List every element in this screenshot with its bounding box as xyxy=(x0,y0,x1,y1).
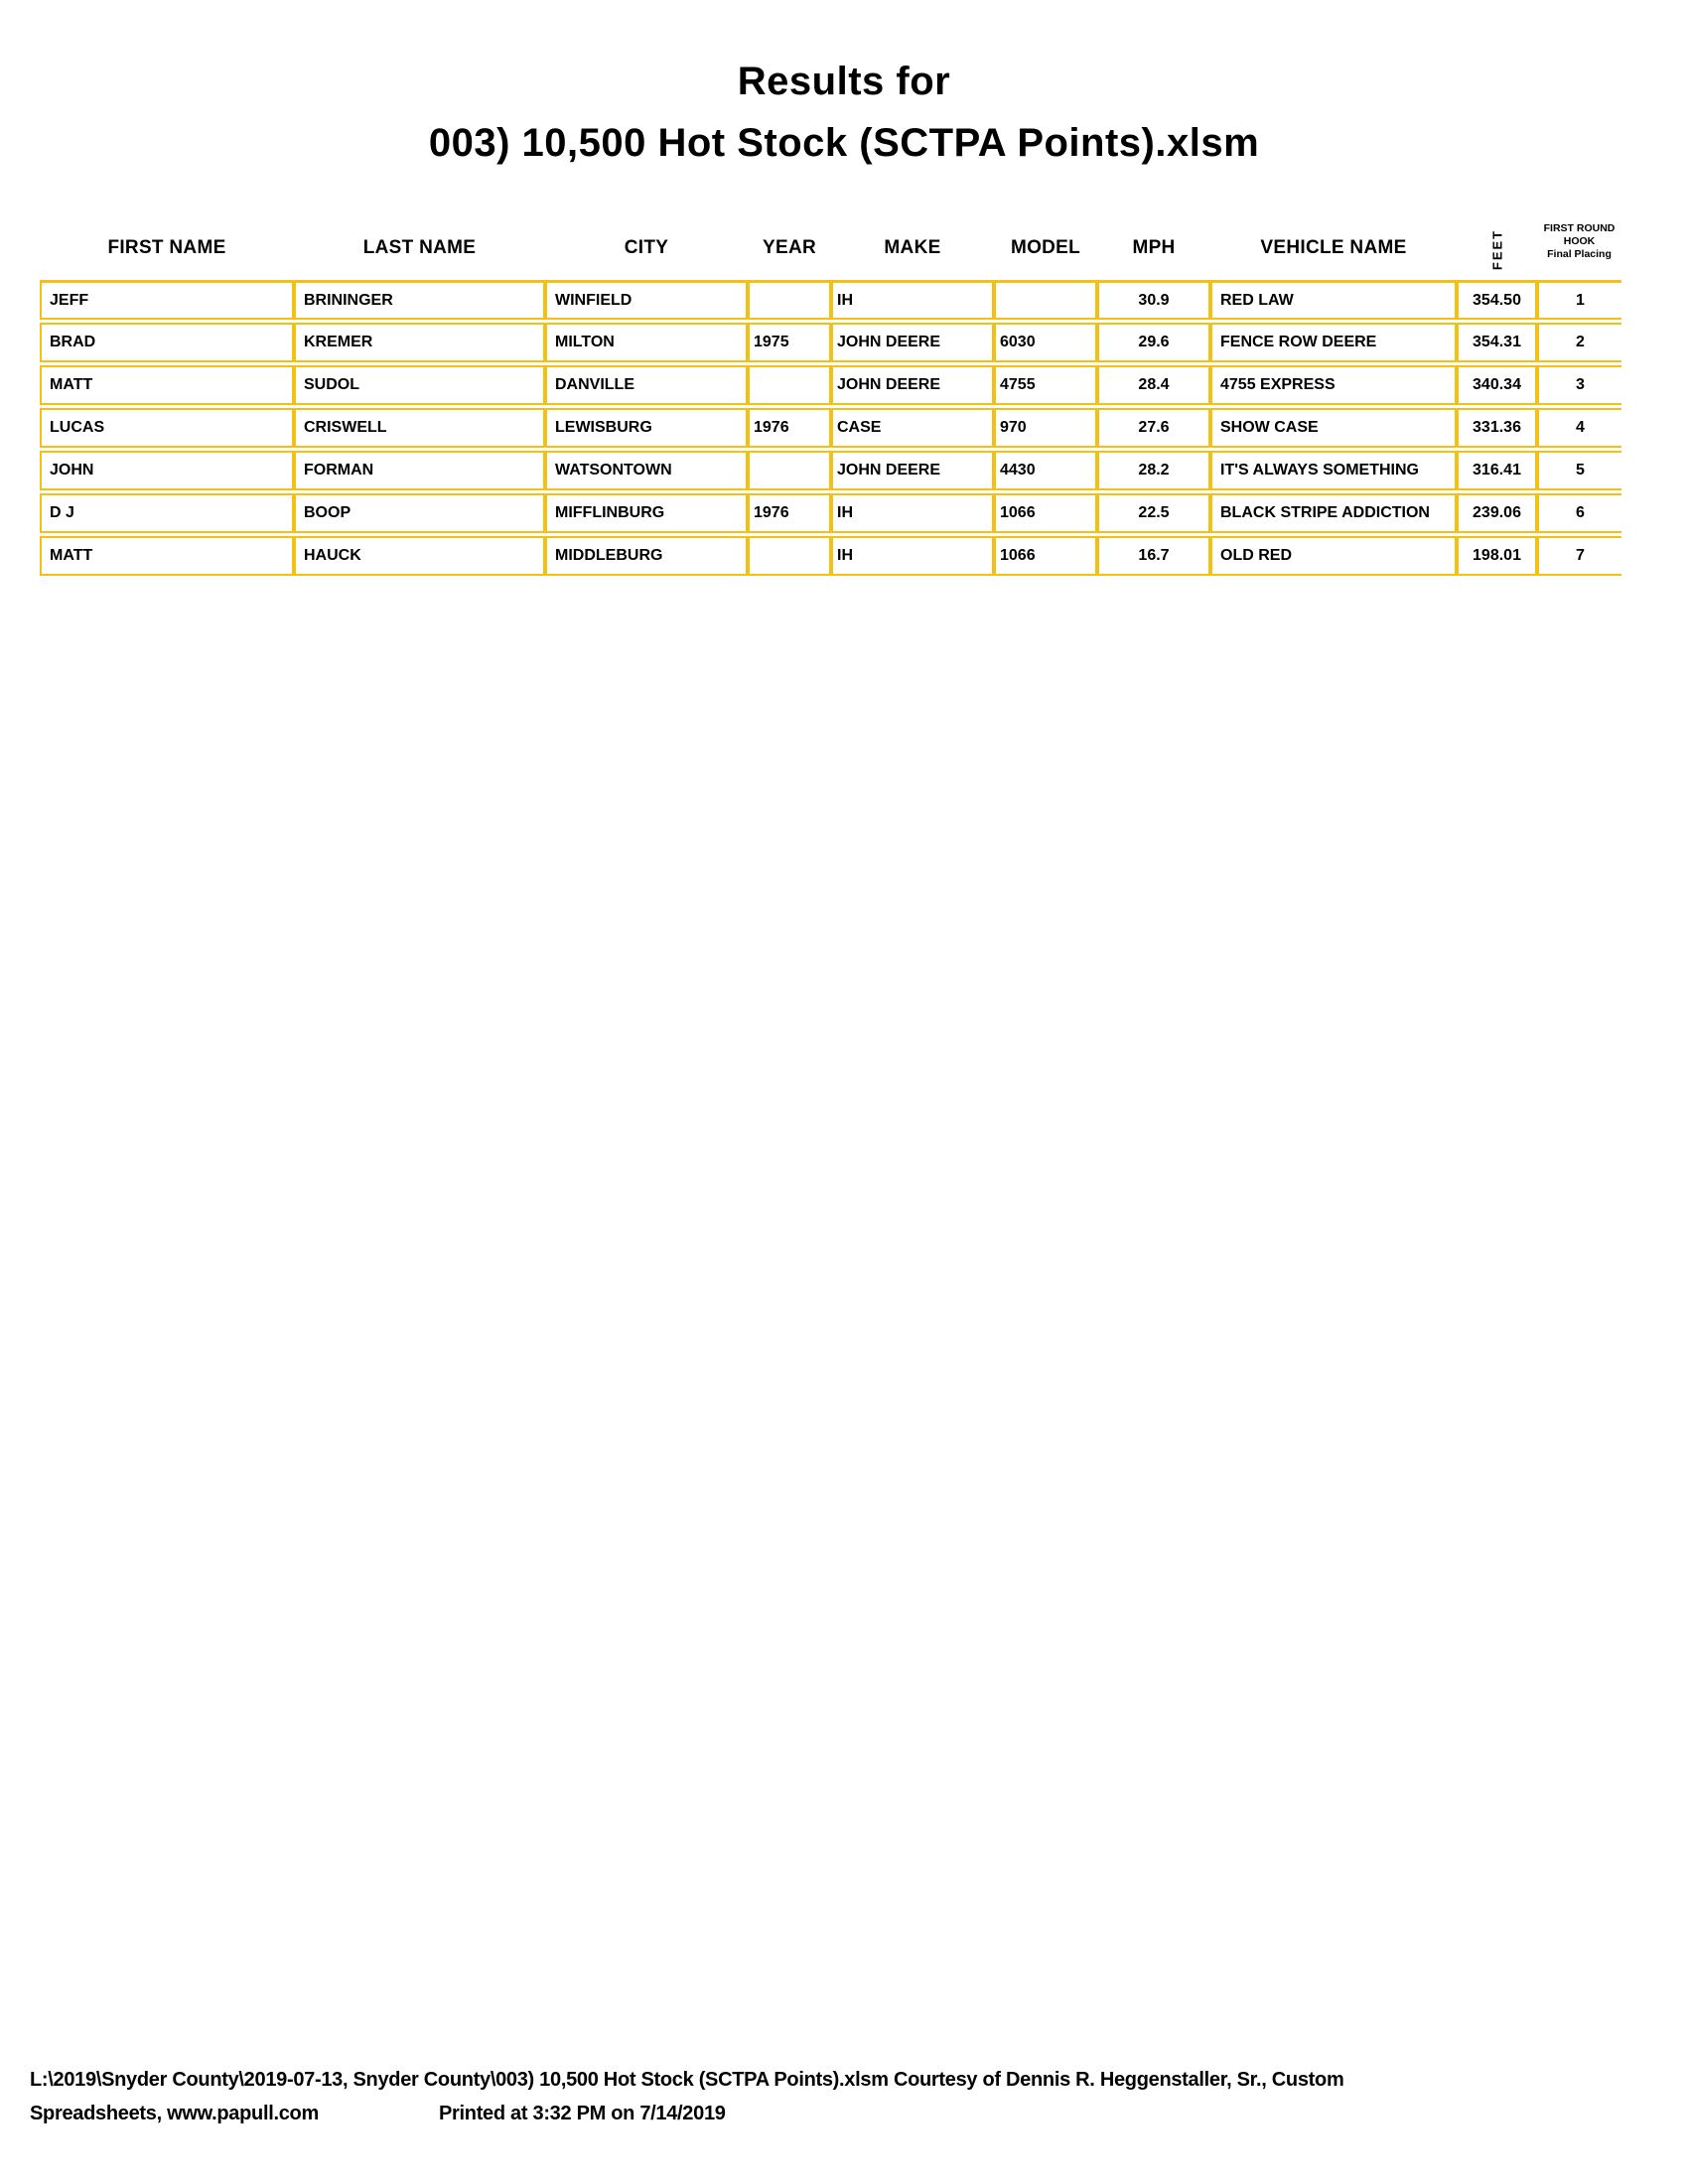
cell-vehicle-name: SHOW CASE xyxy=(1210,408,1457,448)
cell-make: JOHN DEERE xyxy=(831,323,994,362)
cell-city: MILTON xyxy=(545,323,748,362)
results-table-body xyxy=(40,280,1621,576)
cell-final-placing: 2 xyxy=(1537,323,1621,362)
table-row xyxy=(40,493,1621,533)
cell-first-name: LUCAS xyxy=(40,408,294,448)
col-header-final-placing xyxy=(1537,213,1621,277)
cell-make: IH xyxy=(831,280,994,320)
cell-first-name: JEFF xyxy=(40,280,294,320)
cell-mph: 27.6 xyxy=(1097,408,1210,448)
cell-feet: 354.31 xyxy=(1457,323,1537,362)
col-header-first-name: FIRST NAME xyxy=(107,237,226,258)
cell-first-name: MATT xyxy=(40,536,294,576)
cell-model: 1066 xyxy=(994,536,1097,576)
hook-header-line1: FIRST ROUND xyxy=(1543,222,1616,234)
footer-website-text: Spreadsheets, www.papull.com xyxy=(30,2103,319,2124)
cell-city: WINFIELD xyxy=(545,280,748,320)
cell-vehicle-name: OLD RED xyxy=(1210,536,1457,576)
page-subtitle-filename: 003) 10,500 Hot Stock (SCTPA Points).xlsm xyxy=(428,121,1260,165)
cell-final-placing: 7 xyxy=(1537,536,1621,576)
table-row xyxy=(40,536,1621,576)
cell-vehicle-name: IT'S ALWAYS SOMETHING xyxy=(1210,451,1457,490)
cell-mph: 29.6 xyxy=(1097,323,1210,362)
cell-vehicle-name: 4755 EXPRESS xyxy=(1210,365,1457,405)
cell-model: 1066 xyxy=(994,493,1097,533)
cell-first-name: MATT xyxy=(40,365,294,405)
hook-header-line2: HOOK xyxy=(1563,235,1596,247)
footer-file-path-line: L:\2019\Snyder County\2019-07-13, Snyder County\003) 10,500 Hot Stock (SCTPA Points).xlsm Courtesy of Dennis R. Heggenstaller, Sr., Custom xyxy=(30,2069,1344,2091)
cell-feet: 198.01 xyxy=(1457,536,1537,576)
table-row xyxy=(40,323,1621,362)
cell-year: 1976 xyxy=(748,493,831,533)
cell-model: 4430 xyxy=(994,451,1097,490)
cell-first-name: BRAD xyxy=(40,323,294,362)
cell-feet: 316.41 xyxy=(1457,451,1537,490)
page-title: Results for xyxy=(737,60,951,103)
results-table xyxy=(40,210,1621,579)
cell-mph: 30.9 xyxy=(1097,280,1210,320)
cell-feet: 239.06 xyxy=(1457,493,1537,533)
cell-city: MIFFLINBURG xyxy=(545,493,748,533)
cell-vehicle-name: RED LAW xyxy=(1210,280,1457,320)
cell-make: JOHN DEERE xyxy=(831,451,994,490)
cell-year xyxy=(748,451,831,490)
col-header-make: MAKE xyxy=(884,237,941,258)
cell-final-placing: 5 xyxy=(1537,451,1621,490)
cell-year: 1976 xyxy=(748,408,831,448)
cell-last-name: KREMER xyxy=(294,323,545,362)
cell-year xyxy=(748,365,831,405)
cell-model: 970 xyxy=(994,408,1097,448)
col-header-last-name: LAST NAME xyxy=(362,237,477,258)
cell-make: IH xyxy=(831,536,994,576)
cell-year: 1975 xyxy=(748,323,831,362)
col-header-city: CITY xyxy=(624,237,669,258)
cell-last-name: BOOP xyxy=(294,493,545,533)
cell-mph: 28.4 xyxy=(1097,365,1210,405)
cell-first-name: D J xyxy=(40,493,294,533)
col-header-mph: MPH xyxy=(1132,237,1176,258)
cell-model: 6030 xyxy=(994,323,1097,362)
cell-final-placing: 3 xyxy=(1537,365,1621,405)
col-header-vehicle-name: VEHICLE NAME xyxy=(1260,237,1407,258)
col-header-year: YEAR xyxy=(763,237,816,258)
feet-rotated-label: FEET xyxy=(1489,228,1504,271)
cell-model: 4755 xyxy=(994,365,1097,405)
cell-last-name: HAUCK xyxy=(294,536,545,576)
cell-year xyxy=(748,280,831,320)
cell-mph: 16.7 xyxy=(1097,536,1210,576)
cell-year xyxy=(748,536,831,576)
cell-feet: 354.50 xyxy=(1457,280,1537,320)
cell-city: WATSONTOWN xyxy=(545,451,748,490)
cell-vehicle-name: FENCE ROW DEERE xyxy=(1210,323,1457,362)
cell-last-name: CRISWELL xyxy=(294,408,545,448)
table-row xyxy=(40,408,1621,448)
report-footer xyxy=(30,2063,1343,2130)
table-row xyxy=(40,280,1621,320)
cell-make: IH xyxy=(831,493,994,533)
cell-feet: 340.34 xyxy=(1457,365,1537,405)
cell-model xyxy=(994,280,1097,320)
table-row xyxy=(40,451,1621,490)
cell-final-placing: 6 xyxy=(1537,493,1621,533)
cell-last-name: BRININGER xyxy=(294,280,545,320)
cell-vehicle-name: BLACK STRIPE ADDICTION xyxy=(1210,493,1457,533)
cell-final-placing: 4 xyxy=(1537,408,1621,448)
cell-city: DANVILLE xyxy=(545,365,748,405)
cell-mph: 28.2 xyxy=(1097,451,1210,490)
cell-last-name: FORMAN xyxy=(294,451,545,490)
cell-final-placing: 1 xyxy=(1537,280,1621,320)
cell-mph: 22.5 xyxy=(1097,493,1210,533)
cell-city: LEWISBURG xyxy=(545,408,748,448)
footer-second-line xyxy=(30,2097,1343,2130)
footer-printed-timestamp: Printed at 3:32 PM on 7/14/2019 xyxy=(439,2103,726,2124)
cell-feet: 331.36 xyxy=(1457,408,1537,448)
cell-make: JOHN DEERE xyxy=(831,365,994,405)
cell-last-name: SUDOL xyxy=(294,365,545,405)
col-header-model: MODEL xyxy=(1010,237,1081,258)
header-row xyxy=(40,213,1621,277)
cell-city: MIDDLEBURG xyxy=(545,536,748,576)
hook-header-line3: Final Placing xyxy=(1547,248,1612,260)
cell-make: CASE xyxy=(831,408,994,448)
cell-first-name: JOHN xyxy=(40,451,294,490)
col-header-feet xyxy=(1457,213,1537,277)
table-row xyxy=(40,365,1621,405)
